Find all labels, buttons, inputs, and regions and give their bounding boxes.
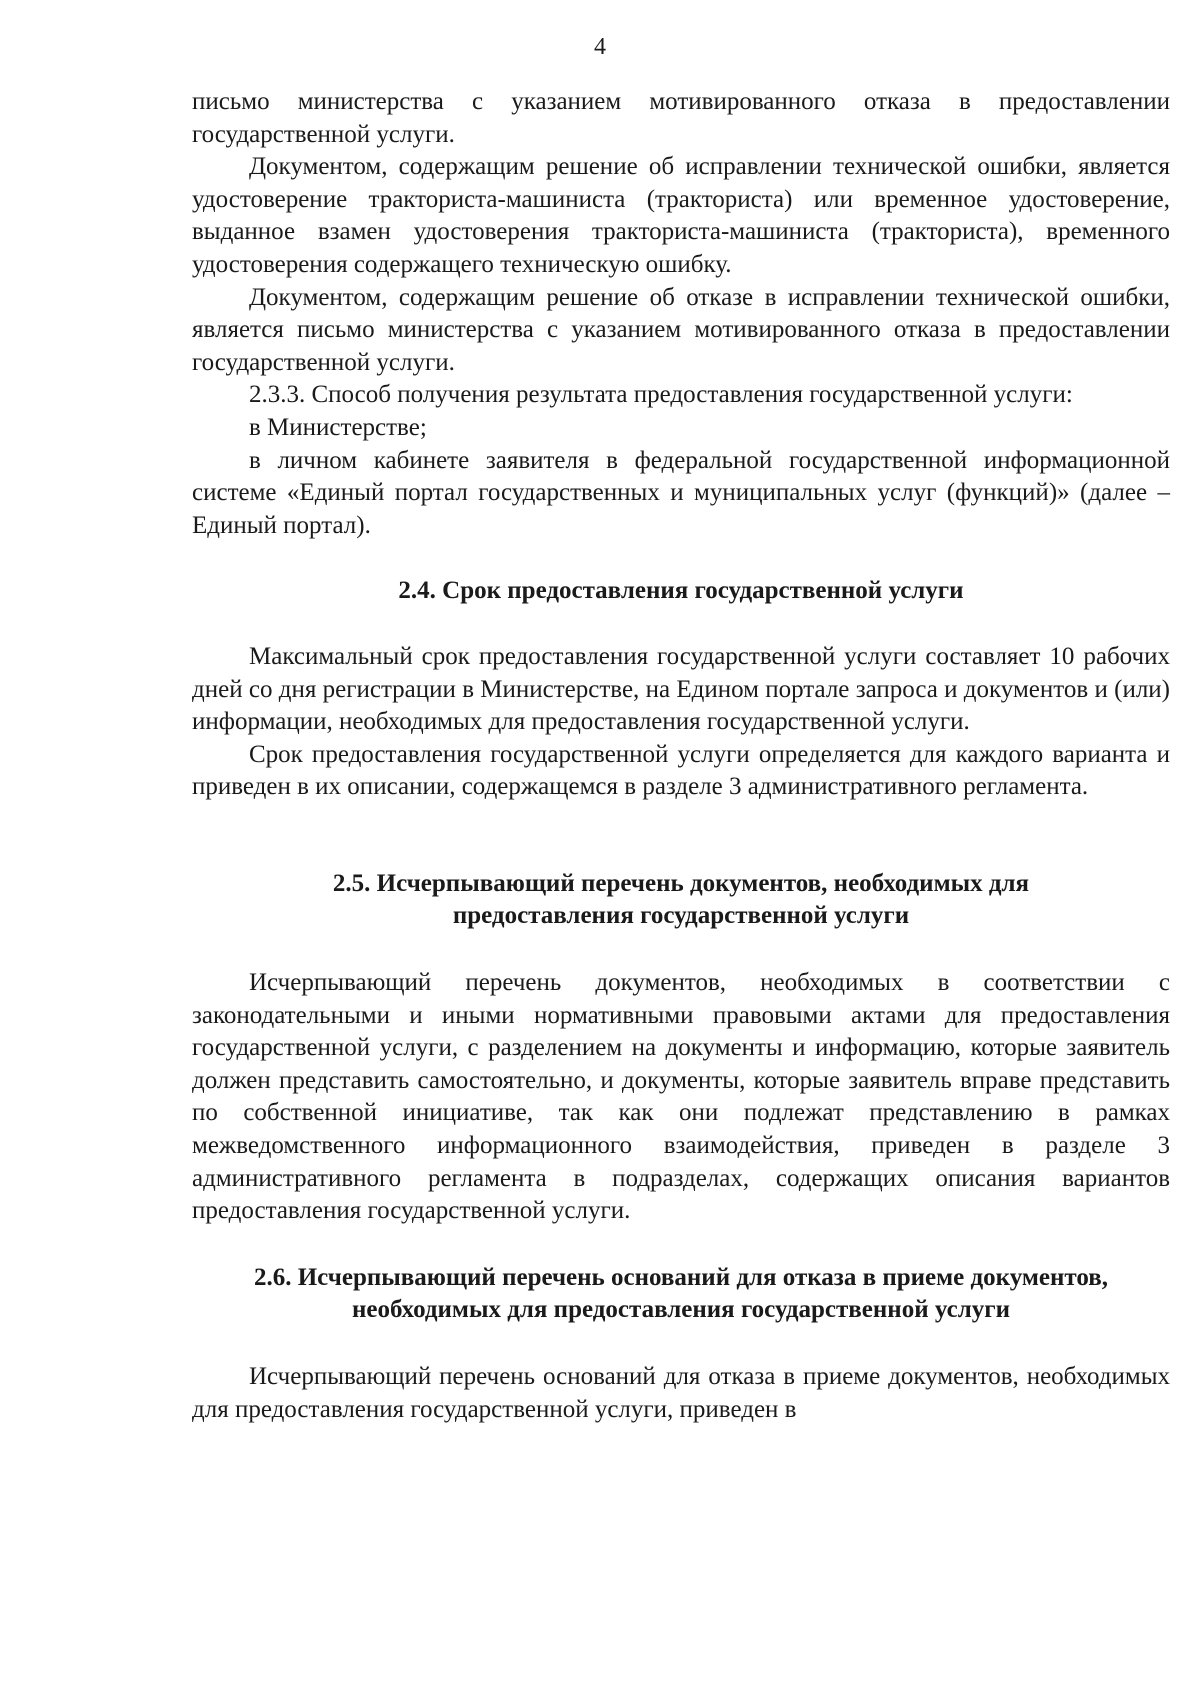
paragraph: Максимальный срок предоставления государственной услуги составляет 10 рабочих дней со дня регистрации в Министерстве, на Едином портале запроса и документов и (или) информации, необходимых для предоставления государственной услуги. [192,642,1170,736]
section-2-6 [192,1262,1170,1327]
paragraph: в Министерстве; [249,413,427,441]
section-2-5 [192,868,1170,933]
paragraph: Исчерпывающий перечень оснований для отказа в приеме документов, необходимых для предоставления государственной услуги, приведен в [192,1363,1170,1423]
section-heading-line: 2.5. Исчерпывающий перечень документов, необходимых для [332,869,1030,897]
paragraph: Срок предоставления государственной услуги определяется для каждого варианта и приведен в их описании, содержащемся в разделе 3 административного регламента. [192,740,1170,801]
section-2-4 [192,575,1170,608]
section-heading-line: необходимых для предоставления государственной услуги [352,1296,1010,1324]
document-body [192,86,1170,1426]
paragraph: 2.3.3. Способ получения результата предоставления государственной услуги: [249,381,1073,409]
paragraph: Документом, содержащим решение об отказе в исправлении технической ошибки, является письмо министерства с указанием мотивированного отказа в предоставлении государственной услуги. [192,283,1170,376]
intro-paragraphs [192,86,1170,542]
section-heading: 2.4. Срок предоставления государственной услуги [398,577,964,605]
page-number: 4 [594,34,606,60]
paragraph: письмо министерства с указанием мотивированного отказа в предоставлении государственной услуги. [192,88,1170,148]
section-heading-line: предоставления государственной услуги [452,902,910,930]
section-heading-line: 2.6. Исчерпывающий перечень оснований для отказа в приеме документов, [253,1263,1108,1291]
paragraph: в личном кабинете заявителя в федеральной государственной информационной системе «Единый портал государственных и муниципальных услуг (функций)» (далее – Единый портал). [192,446,1170,539]
paragraph: Документом, содержащим решение об исправлении технической ошибки, является удостоверение тракториста-машиниста (тракториста) или временное удостоверение, выданное взамен удостоверения тракториста-машиниста (тракториста), временного удостоверения содержащего техническую ошибку. [192,153,1170,278]
paragraph: Исчерпывающий перечень документов, необходимых в соответствии с законодательными и иными нормативными правовыми актами для предоставления государственной услуги, с разделением на документы и информацию, которые заявитель должен представить самостоятельно, и документы, которые заявитель вправе представить по собственной инициативе, так как они подлежат представлению в рамках межведомственного информационного взаимодействия, приведен в разделе 3 административного регламента в подразделах, содержащих описания вариантов предоставления государственной услуги. [192,969,1170,1225]
